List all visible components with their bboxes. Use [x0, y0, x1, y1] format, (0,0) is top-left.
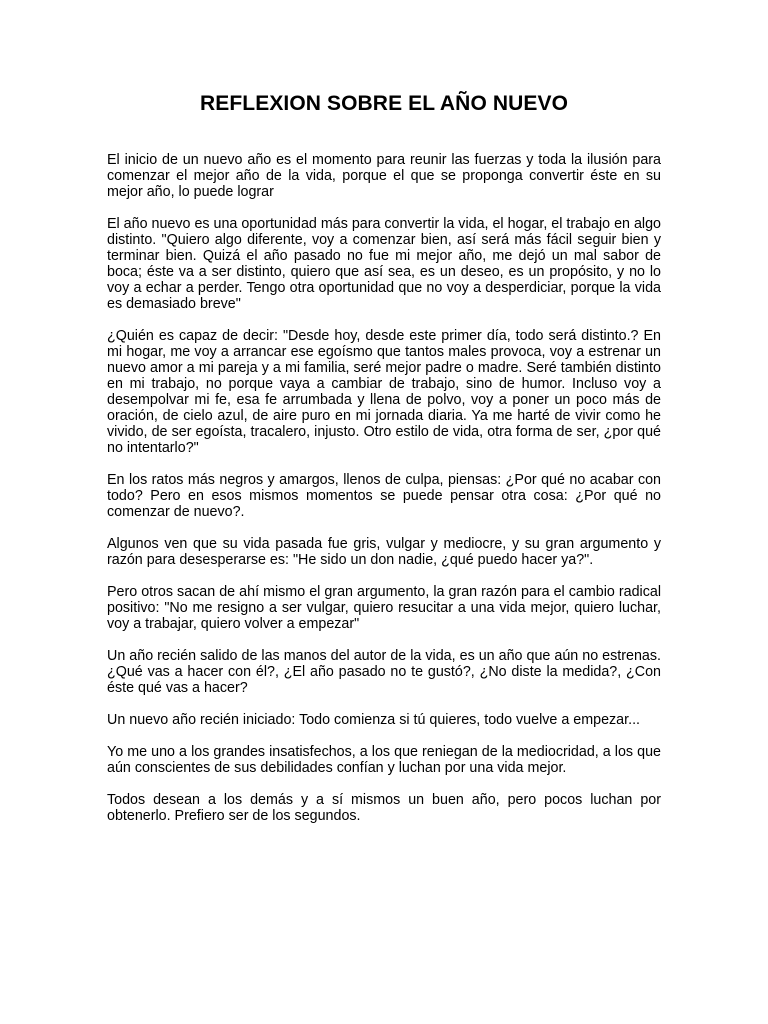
document-body — [107, 152, 661, 840]
paragraph-6: Pero otros sacan de ahí mismo el gran argumento, la gran razón para el cambio radical positivo: "No me resigno a ser vulgar, quiero resucitar a una vida mejor, quiero luchar, voy a trabajar, quiero volver a empezar" — [107, 584, 661, 632]
document-title: REFLEXION SOBRE EL AÑO NUEVO — [199, 92, 568, 115]
paragraph-1: El inicio de un nuevo año es el momento para reunir las fuerzas y toda la ilusión para comenzar el mejor año de la vida, porque el que se proponga convertir éste en su mejor año, lo puede lograr — [107, 152, 661, 200]
paragraph-10: Todos desean a los demás y a sí mismos un buen año, pero pocos luchan por obtenerlo. Prefiero ser de los segundos. — [107, 792, 661, 824]
paragraph-5: Algunos ven que su vida pasada fue gris, vulgar y mediocre, y su gran argumento y razón para desesperarse es: "He sido un don nadie, ¿qué puedo hacer ya?". — [107, 536, 661, 568]
paragraph-7: Un año recién salido de las manos del autor de la vida, es un año que aún no estrenas. ¿Qué vas a hacer con él?, ¿El año pasado no te gustó?, ¿No diste la medida?, ¿Con éste qué vas a hacer? — [107, 648, 661, 696]
paragraph-2: El año nuevo es una oportunidad más para convertir la vida, el hogar, el trabajo en algo distinto. "Quiero algo diferente, voy a comenzar bien, así será más fácil seguir bien y terminar bien. Quizá el año pasado no fue mi mejor año, me dejó un mal sabor de boca; éste va a ser distinto, quiero que así sea, es un deseo, es un propósito, y no lo voy a echar a perder. Tengo otra oportunidad que no voy a desperdiciar, porque la vida es demasiado breve" — [107, 216, 661, 312]
paragraph-9: Yo me uno a los grandes insatisfechos, a los que reniegan de la mediocridad, a los que aún conscientes de sus debilidades confían y luchan por una vida mejor. — [107, 744, 661, 776]
paragraph-3: ¿Quién es capaz de decir: "Desde hoy, desde este primer día, todo será distinto.? En mi hogar, me voy a arrancar ese egoísmo que tantos males provoca, voy a estrenar un nuevo amor a mi pareja y a mi familia, seré mejor padre o madre. Seré también distinto en mi trabajo, no porque vaya a cambiar de trabajo, sino de humor. Incluso voy a desempolvar mi fe, esa fe arrumbada y llena de polvo, voy a poner un poco más de oración, de cielo azul, de aire puro en mi jornada diaria. Ya me harté de vivir como he vivido, de ser egoísta, tracalero, injusto. Otro estilo de vida, otra forma de ser, ¿por qué no intentarlo?" — [107, 328, 661, 456]
paragraph-8: Un nuevo año recién iniciado: Todo comienza si tú quieres, todo vuelve a empezar... — [107, 712, 641, 728]
paragraph-4: En los ratos más negros y amargos, llenos de culpa, piensas: ¿Por qué no acabar con todo? Pero en esos mismos momentos se puede pensar otra cosa: ¿Por qué no comenzar de nuevo?. — [107, 472, 661, 520]
